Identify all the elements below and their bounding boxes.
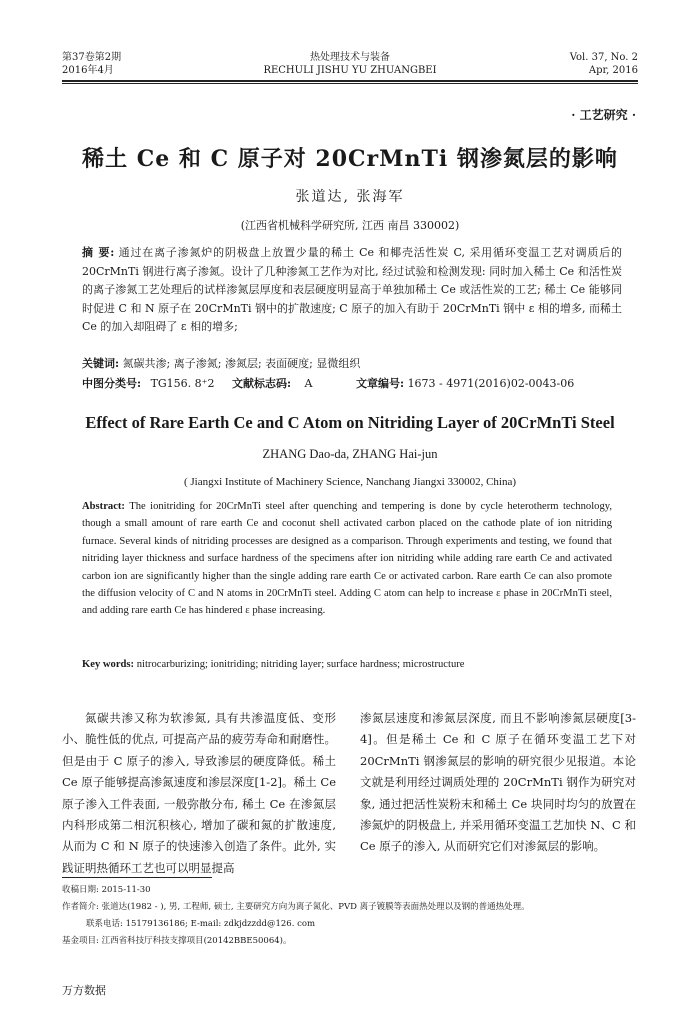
abstract-en <box>82 498 612 620</box>
body-left-column: 氮碳共渗又称为软渗氮, 具有共渗温度低、变形小、脆性低的优点, 可提高产品的疲劳寿命和耐磨性。但是由于 C 原子的渗入, 导致渗层的硬度降低。稀土 Ce 原子能够提高渗氮速度和渗层深度[1-2]。稀土 Ce 原子渗入工件表面, 一般弥散分布, 稀土 Ce 在渗氮层内科形成第二相沉积核心, 增加了碳和氮的扩散速度, 从而为 C 和 N 原子的快速渗入创造了条件。此外, 实践证明热循环工艺也可以明显提高 <box>62 711 336 875</box>
article-no-value: 1673 - 4971(2016)02-0043-06 <box>407 377 575 390</box>
section-tag: · 工艺研究 · <box>571 108 636 122</box>
doc-code-value: A <box>304 377 313 390</box>
authors-cn: 张道达, 张海军 <box>295 189 405 205</box>
keywords-cn <box>82 355 622 374</box>
abstract-text-en: The ionitriding for 20CrMnTi steel after quenching and tempering is done by cycle heterotherm technology, though a small amount of rare earth Ce and coconut shell activated carbon placed on the cathode plate of ion nitriding furnace. Several kinds of nitriding processes are designed as a comparison. Through experiments and testing, we found that nitriding layer thickness and surface hardness of the specimens after ion nitriding while adding rare earth Ce and activated carbon ion are significantly higher than the single adding rare earth Ce or activated carbon. Rare earth Ce can also promote the diffusion velocity of C and N atoms in 20CrMnTi steel. Adding C atom can help to increase ε phase in 20CrMnTi steel, and adding rare earth Ce has hindered ε phase increasing. <box>82 501 612 617</box>
abstract-cn <box>82 244 622 337</box>
header-volume-en: Vol. 37, No. 2 <box>569 52 638 63</box>
header-center <box>200 51 500 77</box>
header-date-en: Apr, 2016 <box>588 65 638 76</box>
paper-title-cn: 稀土 Ce 和 C 原子对 20CrMnTi 钢渗氮层的影响 <box>82 146 618 172</box>
header-rule-bottom <box>62 83 638 84</box>
footer-source: 万方数据 <box>62 984 106 997</box>
footnote-author-bio: 作者简介: 张道达(1982 - ), 男, 工程师, 硕士, 主要研究方向为离子氮化、PVD 离子镀膜等表面热处理以及钢的普通热处理。 <box>62 902 530 912</box>
header-rule-top <box>62 80 638 82</box>
authors-en: ZHANG Dao-da, ZHANG Hai-jun <box>262 447 438 461</box>
footnotes <box>62 882 642 950</box>
footnote-received: 收稿日期: 2015-11-30 <box>62 885 151 895</box>
affiliation-en: ( Jiangxi Institute of Machinery Science, Nanchang Jiangxi 330002, China) <box>183 476 517 488</box>
paper-title-en: Effect of Rare Earth Ce and C Atom on Nitriding Layer of 20CrMnTi Steel <box>85 413 615 432</box>
doc-code-label: 文献标志码: <box>231 377 292 390</box>
keywords-en <box>82 656 642 673</box>
header-volume: 第37卷第2期 <box>62 52 122 63</box>
classification-row <box>82 375 642 394</box>
keywords-text-en: nitrocarburizing; ionitriding; nitriding layer; surface hardness; microstructure <box>136 659 465 670</box>
clc-value: TG156. 8⁺2 <box>150 377 215 390</box>
body-right-column: 渗氮层速度和渗氮层深度, 而且不影响渗氮层硬度[3-4]。但是稀土 Ce 和 C 原子在循环变温工艺下对 20CrMnTi 钢渗氮层的影响的研究很少见报道。本论文就是利用经过调质处理的 20CrMnTi 钢作为研究对象, 通过把活性炭粉末和稀土 Ce 块同时均匀的放置在渗氮炉的阴极盘上, 并采用循环变温工艺加快 N、C 和 Ce 原子的渗入, 从而研究它们对渗氮层的影响。 <box>360 711 636 854</box>
keywords-text-cn: 氮碳共渗; 离子渗氮; 渗氮层; 表面硬度; 显微组织 <box>122 357 361 370</box>
abstract-label-en: Abstract: <box>82 501 125 512</box>
footnote-contact: 联系电话: 15179136186; E-mail: zdkjdzzdd@126. com <box>86 919 316 929</box>
footnote-rule <box>62 877 212 878</box>
header-date: 2016年4月 <box>62 65 114 76</box>
abstract-text-cn: 通过在离子渗氮炉的阴极盘上放置少量的稀土 Ce 和椰壳活性炭 C, 采用循环变温工艺对调质后的 20CrMnTi 钢进行离子渗氮。设计了几种渗氮工艺作为对比, 经过试验和检测发现: 同时加入稀土 Ce 和活性炭的离子渗氮工艺处理后的试样渗氮层厚度和表层硬度明显高于单独加稀土 Ce 或活性炭的工艺; 稀土 Ce 能够同时促进 C 和 N 原子在 20CrMnTi 钢中的扩散速度; C 原子的加入有助于 20CrMnTi 钢中 ε 相的增多, 而稀土 Ce 的加入却阻碍了 ε 相的增多; <box>82 246 623 334</box>
header-left <box>62 51 121 77</box>
clc-label: 中图分类号: <box>82 377 142 390</box>
article-no-label: 文章编号: <box>356 377 405 390</box>
keywords-label-cn: 关键词: <box>82 357 120 370</box>
header-right <box>570 51 638 77</box>
affiliation-cn: (江西省机械科学研究所, 江西 南昌 330002) <box>240 219 460 232</box>
journal-title-pinyin: RECHULI JISHU YU ZHUANGBEI <box>263 65 437 76</box>
footnote-fund: 基金项目: 江西省科技厅科技支撑项目(20142BBE50064)。 <box>62 936 292 946</box>
abstract-label-cn: 摘 要: <box>82 246 115 259</box>
journal-title-cn: 热处理技术与装备 <box>310 52 390 63</box>
keywords-label-en: Key words: <box>82 659 135 670</box>
